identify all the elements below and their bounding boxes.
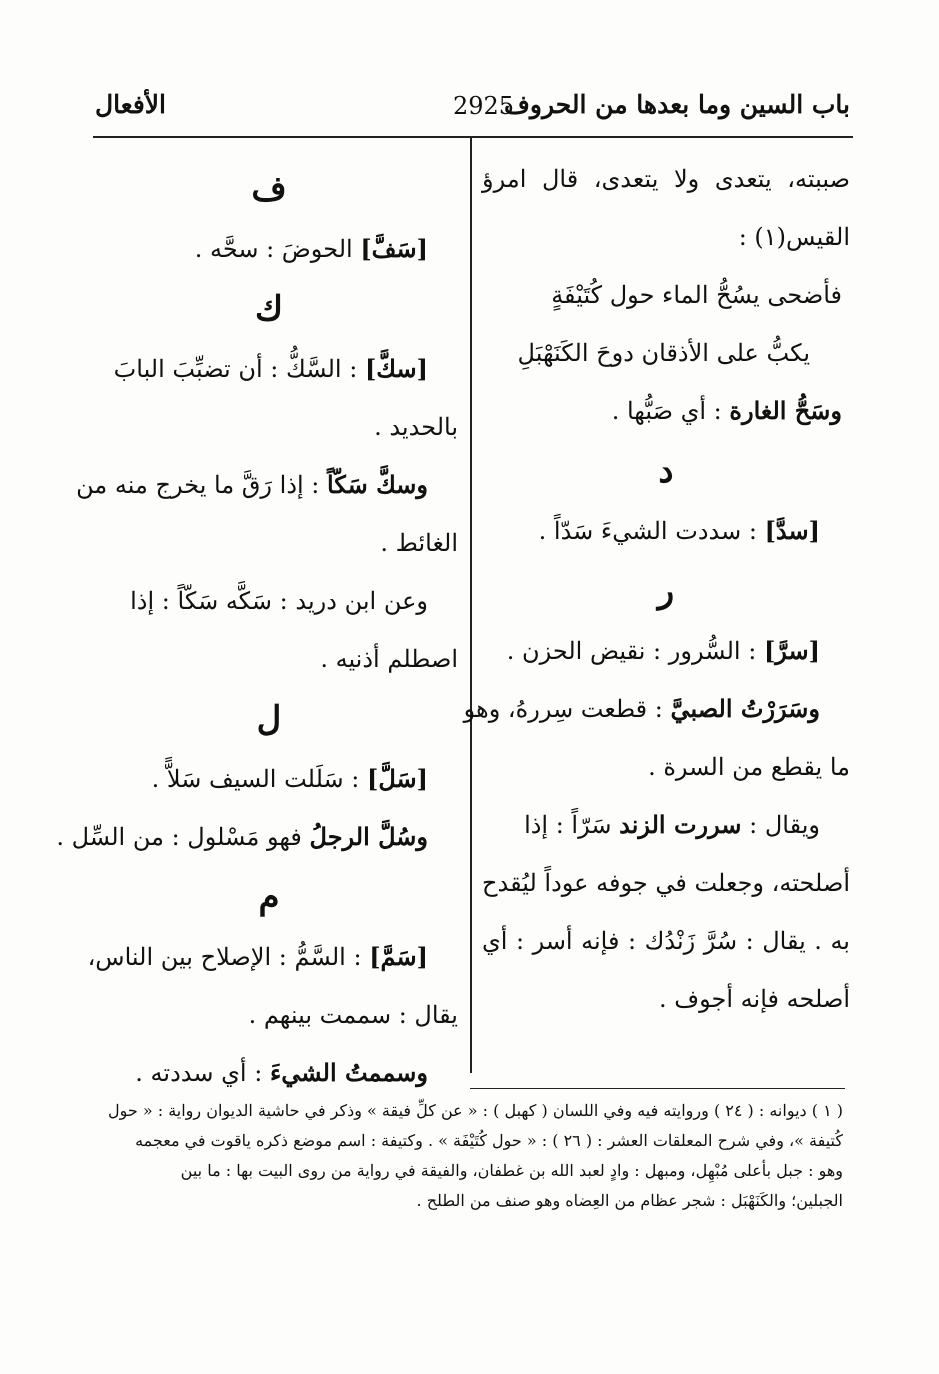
text-span: ويقال : [749,811,820,839]
entry-line [482,796,850,854]
verse-line-1: فأضحى يسُحُّ الماء حول كُتَيْفَةٍ [551,281,842,309]
entry-line [80,1044,458,1102]
footnotes [86,1096,843,1216]
definition: الحوضَ : سحَّه . [194,235,353,263]
text-line: يقال : سممت بينهم . [248,1001,458,1029]
definition: : أي سددته . [135,1059,263,1087]
text-line: أصلحته، وجعلت في جوفه عوداً ليُقدح [482,869,850,897]
text-span: سَرّاً : إذا [524,811,612,839]
section-title: الأفعال [95,90,166,119]
chapter-title: باب السين وما بعدها من الحروف [504,90,850,119]
footnote-line: ( ١ ) ديوانه : ( ٢٤ ) وروايته فيه وفي اللسان ( كهبل ) : « عن كلِّ فيقة » وذكر في حاشية الديوان رواية : « حول [107,1101,843,1120]
headword: وسممتُ الشيءَ [269,1058,428,1087]
footnote-line: وهو : جبل بأعلى مُبْهِل، ومبهل : وادٍ لعبد الله بن غطفان، والفيقة في رواية من روى البيت بها : ما بين [180,1161,843,1180]
section-letter-fa: ف [251,169,287,209]
text-line: ما يقطع من السرة . [648,753,850,781]
headword: [سرَّ] [763,636,820,665]
page-number: 2925 [453,92,515,120]
left-column [56,150,458,1102]
entry-line [80,928,458,986]
section-letter-kaf: ك [254,289,284,329]
entry-line [482,502,850,560]
footnote-line: الجبلين؛ والكَنَهْبَل : شجر عظام من العِضاه وهو صنف من الطلح . [416,1191,843,1210]
section-letter-dal: د [658,451,674,491]
entry-line [482,622,850,680]
section-letter-mim: م [258,877,280,917]
headword: [سَمَّ] [369,942,428,971]
headword: [سكَّ] [364,354,428,383]
definition: : السَّكُّ : أن تضبِّبَ البابَ [113,355,358,383]
column-divider [470,138,472,1073]
definition: : سددت الشيءَ سَدّاً . [538,517,757,545]
right-column [463,150,850,1028]
text-line: الغائط . [380,529,458,557]
text-line: صببته، يتعدى ولا يتعدى، قال امرؤ [482,165,850,193]
verse-line-2: يكبُّ على الأذقان دوحَ الكَنَهْبَلِ [517,339,810,367]
entry-line [80,750,458,808]
entry-line [482,382,850,440]
definition: : السَّمُّ : الإصلاح بين الناس، [87,943,362,971]
footnote-rule [470,1088,845,1089]
entry-line [80,220,458,278]
headword: [سَفَّ] [360,234,428,263]
headword: [سَلَّ] [367,764,428,793]
headword: وسُلَّ الرجلُ [309,822,428,851]
definition: فهو مَسْلول : من السِّل . [56,823,302,851]
definition: : قطعت سِررهُ، وهو [463,695,663,723]
text-line: القيس(١) : [738,223,850,251]
headword: وسَرَرْتُ الصبيَّ [670,694,820,723]
entry-line [80,340,458,398]
text-line: اصطلم أذنيه . [320,645,458,673]
headword: وسَحُّ الغارة [729,396,842,425]
text-line: به . يقال : سُرَّ زَنْدُك : فإنه أسر : أي [482,927,850,955]
text-line: بالحديد . [374,413,458,441]
text-line: وعن ابن دريد : سَكَّه سَكّاً : إذا [130,587,428,615]
section-letter-lam: ل [256,699,282,739]
entry-line [56,808,458,866]
headword: وسكَّ سَكّاً [327,470,428,499]
headword: [سدَّ] [764,516,820,545]
definition: : إذا رَقَّ ما يخرج منه من [76,471,320,499]
definition: : أي صَبُّها . [611,397,722,425]
entry-line [76,456,458,514]
entry-line [463,680,850,738]
section-letter-ra: ر [657,571,675,611]
headword: سررت الزند [619,810,742,839]
page-header [95,90,850,130]
definition: : السُّرور : نقيض الحزن . [506,637,757,665]
definition: : سَلَلت السيف سَلاًّ . [151,765,360,793]
text-line: أصلحه فإنه أجوف . [659,985,850,1013]
header-rule [93,136,853,138]
footnote-line: كُتيفة »، وفي شرح المعلقات العشر : ( ٢٦ ) : « حول كُتَيْفَة » . وكتيفة : اسم موضع ذكره ياقوت في معجمه [135,1131,843,1150]
